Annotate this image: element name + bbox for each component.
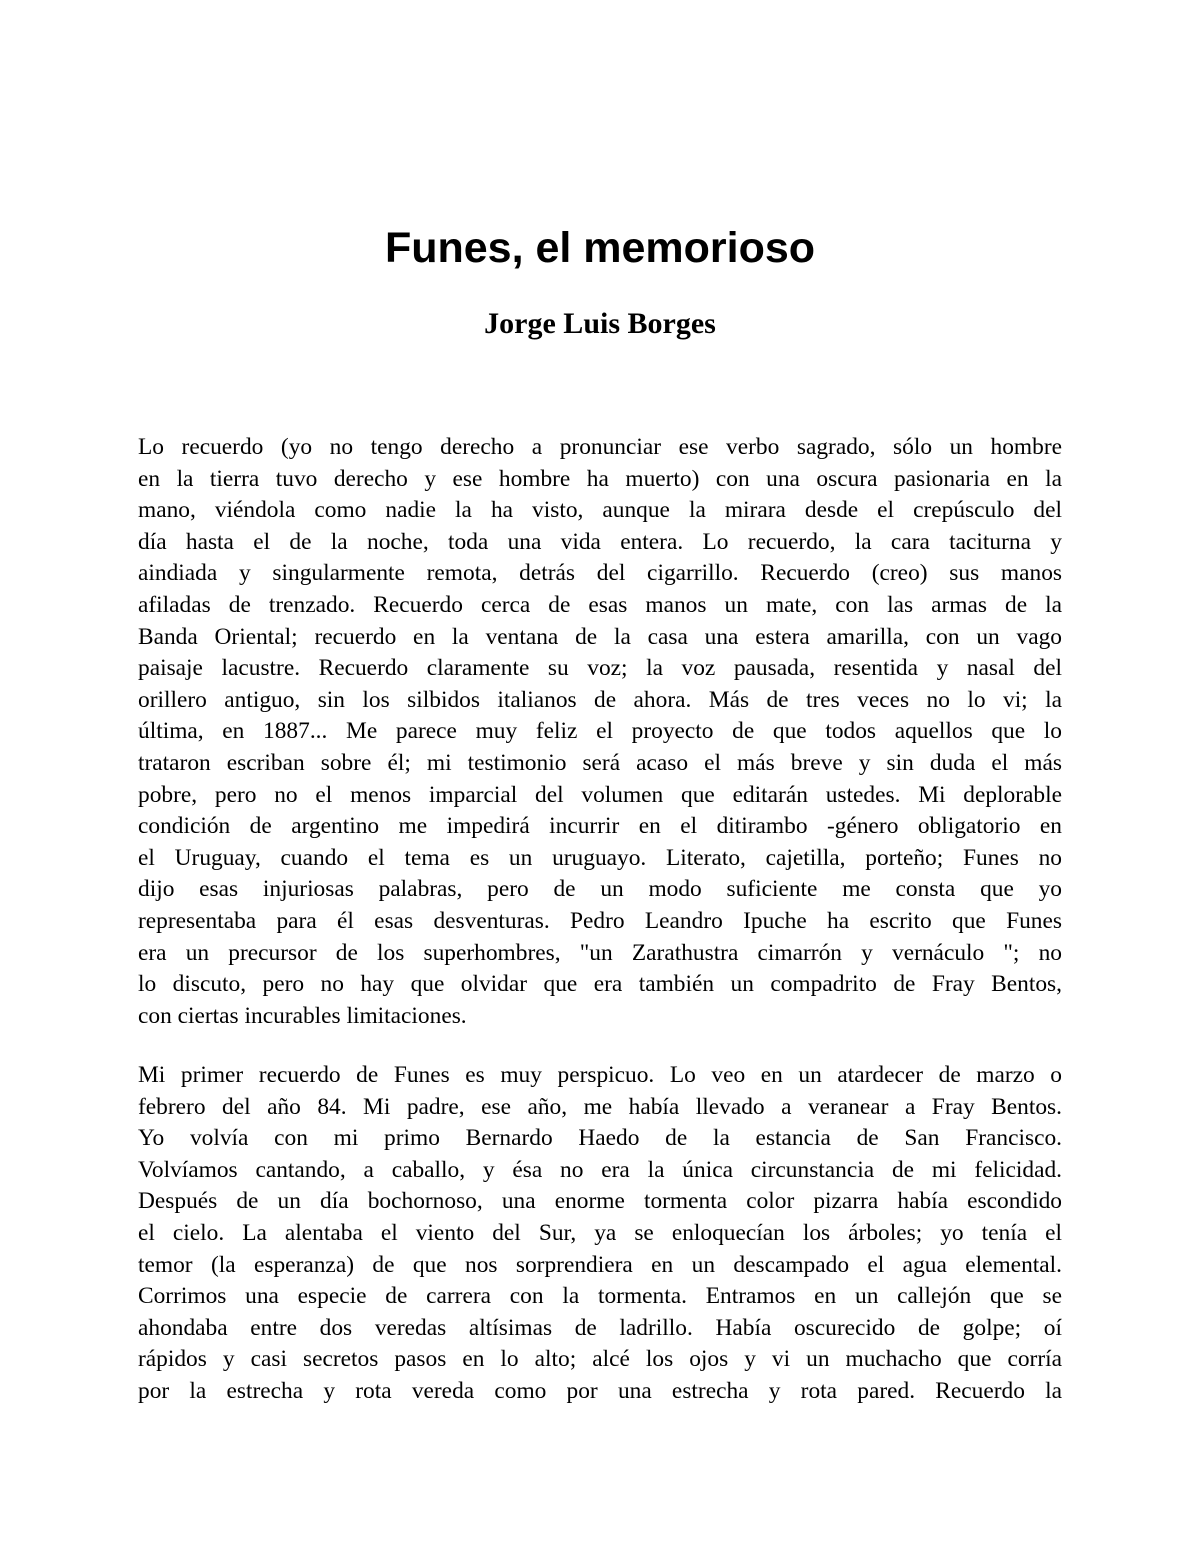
- text-line: Mi primer recuerdo de Funes es muy perspicuo. Lo veo en un atardecer de marzo o: [138, 1062, 1062, 1088]
- text-line: última, en 1887... Me parece muy feliz el proyecto de que todos aquellos que lo: [138, 718, 1062, 745]
- text-line: por la estrecha y rota vereda como por una estrecha y rota pared. Recuerdo la: [138, 1377, 1062, 1404]
- text-line: dijo esas injuriosas palabras, pero de un modo suficiente me consta que yo: [138, 876, 1062, 903]
- text-line: Lo recuerdo (yo no tengo derecho a pronunciar ese verbo sagrado, sólo un hombre: [138, 434, 1062, 460]
- text-line: condición de argentino me impedirá incurrir en el ditirambo -género obligatorio en: [138, 813, 1062, 840]
- text-line: paisaje lacustre. Recuerdo claramente su voz; la voz pausada, resentida y nasal del: [138, 655, 1062, 682]
- text-line: Volvíamos cantando, a caballo, y ésa no era la única circunstancia de mi felicidad.: [138, 1156, 1062, 1183]
- text-line: representaba para él esas desventuras. Pedro Leandro Ipuche ha escrito que Funes: [138, 907, 1062, 934]
- text-line: mano, viéndola como nadie la ha visto, aunque la mirara desde el crepúsculo del: [138, 497, 1062, 524]
- text-line: ahondaba entre dos veredas altísimas de ladrillo. Había oscurecido de golpe; oí: [138, 1314, 1062, 1341]
- document-title: Funes, el memorioso: [384, 224, 816, 272]
- document-author: Jorge Luis Borges: [484, 307, 716, 340]
- text-line: trataron escriban sobre él; mi testimonio será acaso el más breve y sin duda el más: [138, 749, 1062, 776]
- text-line: lo discuto, pero no hay que olvidar que era también un compadrito de Fray Bentos,: [138, 971, 1062, 998]
- text-line: Después de un día bochornoso, una enorme tormenta color pizarra había escondido: [138, 1188, 1062, 1215]
- text-line: en la tierra tuvo derecho y ese hombre ha muerto) con una oscura pasionaria en la: [138, 465, 1062, 492]
- paragraph-2: [138, 1060, 1062, 1408]
- text-line: era un precursor de los superhombres, "un Zarathustra cimarrón y vernáculo "; no: [138, 939, 1062, 966]
- text-line: aindiada y singularmente remota, detrás del cigarrillo. Recuerdo (creo) sus manos: [138, 560, 1062, 587]
- text-line: afiladas de trenzado. Recuerdo cerca de esas manos un mate, con las armas de la: [138, 591, 1062, 618]
- text-line: rápidos y casi secretos pasos en lo alto; alcé los ojos y vi un muchacho que corría: [138, 1346, 1062, 1373]
- text-line: el cielo. La alentaba el viento del Sur, ya se enloquecían los árboles; yo tenía el: [138, 1219, 1062, 1246]
- text-line: día hasta el de la noche, toda una vida entera. Lo recuerdo, la cara taciturna y: [138, 528, 1062, 555]
- paragraph-1: [138, 432, 1062, 1032]
- text-line: Yo volvía con mi primo Bernardo Haedo de la estancia de San Francisco.: [138, 1125, 1062, 1152]
- text-line: con ciertas incurables limitaciones.: [138, 1002, 467, 1029]
- text-line: el Uruguay, cuando el tema es un uruguayo. Literato, cajetilla, porteño; Funes no: [138, 844, 1062, 871]
- text-line: temor (la esperanza) de que nos sorprendiera en un descampado el agua elemental.: [138, 1251, 1062, 1278]
- text-line: pobre, pero no el menos imparcial del volumen que editarán ustedes. Mi deplorable: [138, 781, 1062, 808]
- text-line: Corrimos una especie de carrera con la tormenta. Entramos en un callejón que se: [138, 1283, 1062, 1310]
- text-line: orillero antiguo, sin los silbidos italianos de ahora. Más de tres veces no lo vi; la: [138, 686, 1062, 713]
- text-line: Banda Oriental; recuerdo en la ventana de la casa una estera amarilla, con un vago: [138, 623, 1062, 650]
- text-line: febrero del año 84. Mi padre, ese año, me había llevado a veranear a Fray Bentos.: [138, 1093, 1062, 1120]
